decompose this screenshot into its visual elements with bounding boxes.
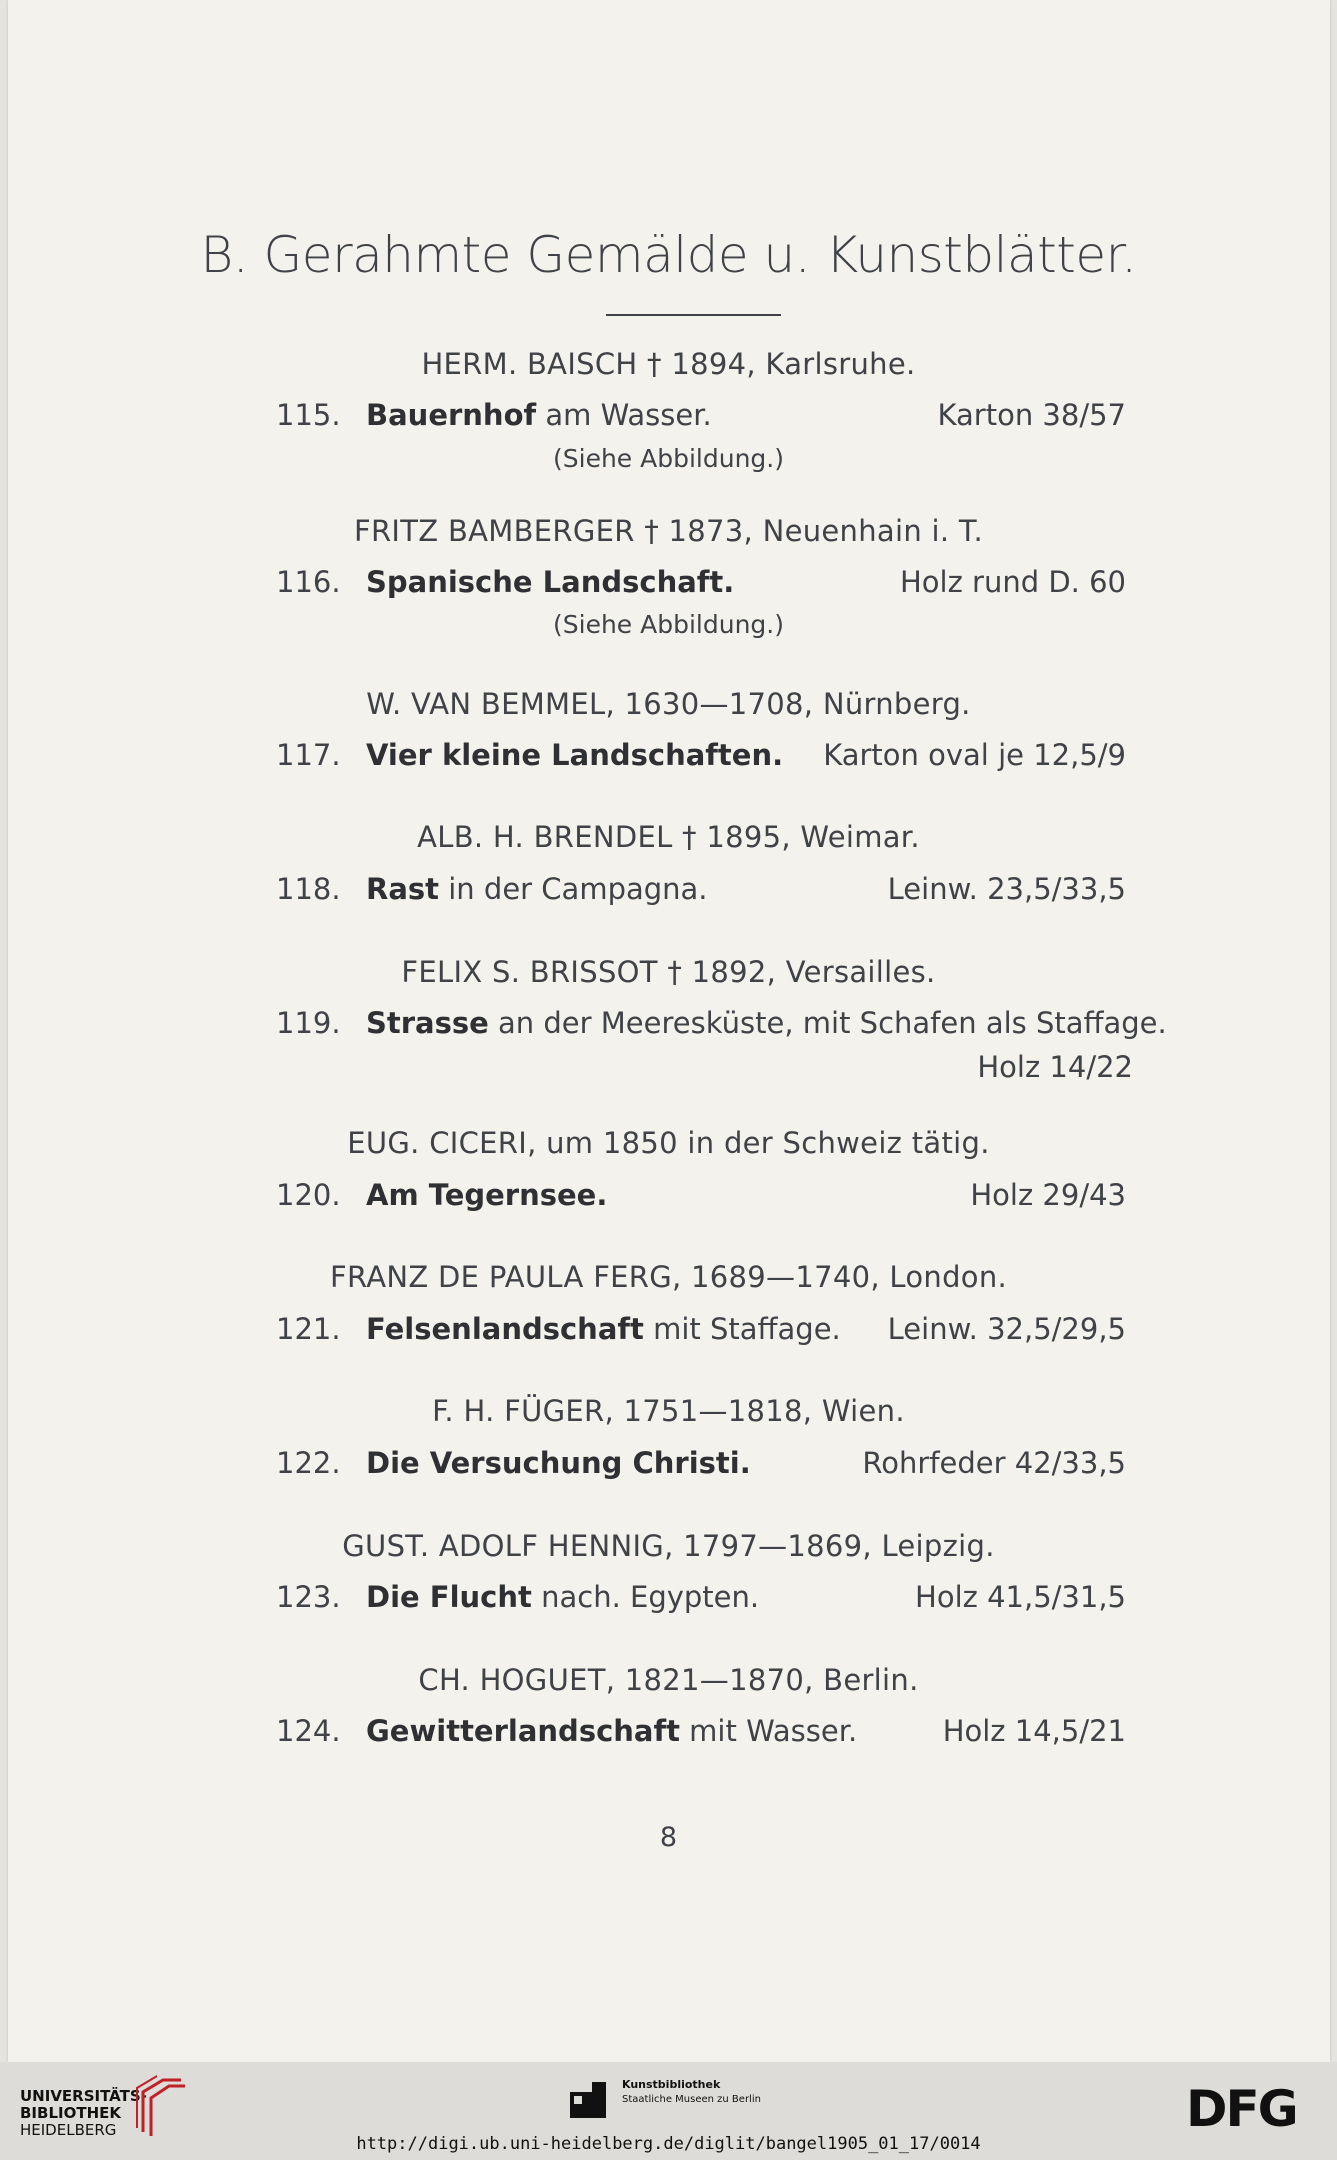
entry-title <box>366 1580 759 1614</box>
artist-heading: W. VAN BEMMEL, 1630—1708, Nürnberg. <box>366 687 971 721</box>
entry-medium: Holz rund D. 60 <box>899 565 1126 599</box>
entry-medium: Holz 14,5/21 <box>942 1714 1126 1748</box>
artist-heading: HERM. BAISCH † 1894, Karlsruhe. <box>421 347 916 381</box>
entry-number: 115. <box>276 398 341 432</box>
entry-title <box>366 1006 1167 1040</box>
artist-heading: EUG. CICERI, um 1850 in der Schweiz tätig. <box>347 1126 990 1160</box>
entry-title-rest: nach. Egypten. <box>531 1580 760 1614</box>
entry-title-rest: mit Wasser. <box>679 1714 858 1748</box>
catalog-entry <box>276 565 1126 605</box>
entry-medium: Rohrfeder 42/33,5 <box>862 1446 1126 1480</box>
entry-title-bold: Die Versuchung Christi. <box>366 1446 751 1480</box>
entry-title-rest: an der Meeresküste, mit Schafen als Staffage. <box>488 1006 1167 1040</box>
artist-heading: F. H. FÜGER, 1751—1818, Wien. <box>432 1394 905 1428</box>
entry-title-bold: Die Flucht <box>366 1580 532 1614</box>
entry-title <box>366 1714 857 1748</box>
ub-logo-line1: UNIVERSITÄTS- <box>20 2087 147 2105</box>
kunstbibliothek-icon <box>570 2082 606 2118</box>
ub-logo-line3: HEIDELBERG <box>20 2121 117 2139</box>
entry-title <box>366 565 734 599</box>
university-emblem-icon <box>135 2072 187 2142</box>
entry-title-bold: Spanische Landschaft. <box>366 565 735 599</box>
dfg-logo[interactable]: DFG <box>1186 2080 1297 2138</box>
catalog-entry <box>276 398 1126 438</box>
artist-heading: ALB. H. BRENDEL † 1895, Weimar. <box>417 820 920 854</box>
entry-number: 119. <box>276 1006 341 1040</box>
entry-number: 116. <box>276 565 341 599</box>
entry-medium: Holz 14/22 <box>977 1050 1133 1084</box>
catalog-entry <box>276 1006 1167 1046</box>
source-url-link[interactable]: http://digi.ub.uni-heidelberg.de/diglit/bangel1905_01_17/0014 <box>356 2134 981 2154</box>
entry-title-bold: Gewitterlandschaft <box>366 1714 680 1748</box>
entry-number: 117. <box>276 738 341 772</box>
entry-title <box>366 1178 607 1212</box>
ub-logo-line2: BIBLIOTHEK <box>20 2104 121 2122</box>
entry-title <box>366 872 708 906</box>
artist-heading: FELIX S. BRISSOT † 1892, Versailles. <box>401 955 936 989</box>
entry-medium: Leinw. 32,5/29,5 <box>887 1312 1126 1346</box>
catalog-entry <box>276 1714 1126 1754</box>
entry-note: (Siehe Abbildung.) <box>553 610 784 639</box>
catalog-entry <box>276 872 1126 912</box>
artist-heading: FRITZ BAMBERGER † 1873, Neuenhain i. T. <box>353 514 984 548</box>
entry-title-bold: Strasse <box>366 1006 489 1040</box>
entry-number: 121. <box>276 1312 341 1346</box>
university-library-logo[interactable] <box>20 2088 147 2139</box>
kunstbibliothek-name: Kunstbibliothek <box>622 2078 721 2091</box>
entry-title-bold: Am Tegernsee. <box>366 1178 608 1212</box>
artist-heading: GUST. ADOLF HENNIG, 1797—1869, Leipzig. <box>342 1529 995 1563</box>
entry-medium: Leinw. 23,5/33,5 <box>887 872 1126 906</box>
entry-number: 120. <box>276 1178 341 1212</box>
entry-medium: Holz 29/43 <box>970 1178 1126 1212</box>
entry-medium: Karton oval je 12,5/9 <box>823 738 1126 772</box>
catalog-entry <box>276 1580 1126 1620</box>
entry-number: 122. <box>276 1446 341 1480</box>
entry-title <box>366 1312 841 1346</box>
entry-number: 123. <box>276 1580 341 1614</box>
kunstbibliothek-subtitle: Staatliche Museen zu Berlin <box>622 2094 761 2105</box>
kunstbibliothek-logo[interactable] <box>570 2078 790 2118</box>
entry-title-bold: Felsenlandschaft <box>366 1312 644 1346</box>
page-number: 8 <box>659 1822 678 1853</box>
catalog-entry <box>276 1446 1126 1486</box>
entry-title-bold: Vier kleine Landschaften. <box>366 738 784 772</box>
entry-note: (Siehe Abbildung.) <box>553 444 784 473</box>
title-divider <box>606 314 781 316</box>
artist-heading: FRANZ DE PAULA FERG, 1689—1740, London. <box>329 1260 1008 1294</box>
entry-number: 118. <box>276 872 341 906</box>
catalog-entry <box>276 1178 1126 1218</box>
page-title: B. Gerahmte Gemälde u. Kunstblätter. <box>200 226 1137 284</box>
entry-title-bold: Rast <box>366 872 440 906</box>
catalog-entry <box>276 1312 1126 1352</box>
entry-title-rest: am Wasser. <box>536 398 712 432</box>
entry-title-rest: in der Campagna. <box>439 872 708 906</box>
entry-title <box>366 1446 751 1480</box>
entry-medium: Karton 38/57 <box>937 398 1126 432</box>
entry-title-bold: Bauernhof <box>366 398 537 432</box>
entry-title <box>366 738 783 772</box>
entry-title <box>366 398 712 432</box>
entry-number: 124. <box>276 1714 341 1748</box>
entry-title-rest: mit Staffage. <box>643 1312 841 1346</box>
artist-heading: CH. HOGUET, 1821—1870, Berlin. <box>418 1663 919 1697</box>
entry-medium: Holz 41,5/31,5 <box>915 1580 1126 1614</box>
catalog-entry <box>276 738 1126 778</box>
